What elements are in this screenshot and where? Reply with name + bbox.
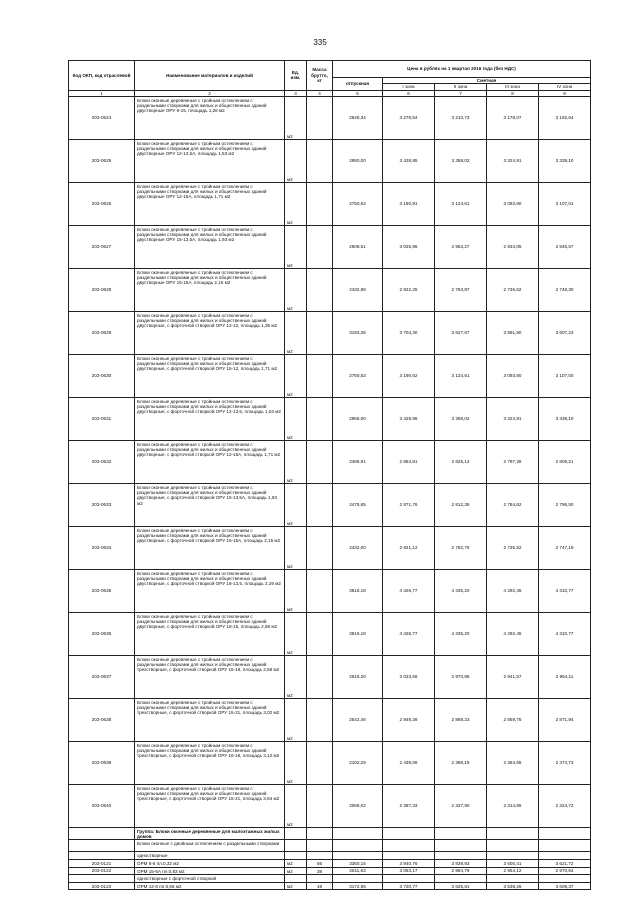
zone4-price: 3 609,37 bbox=[539, 882, 591, 890]
release-price: 2750,53 bbox=[333, 354, 383, 397]
zone2-price: 2 388,19 bbox=[435, 741, 487, 784]
item-code: 203-0122 bbox=[69, 867, 135, 875]
zone2-price: 3 124,61 bbox=[435, 354, 487, 397]
group-row bbox=[69, 827, 591, 840]
group-label: Блоки оконные с двойным остеклением с раздельными створками bbox=[135, 840, 285, 852]
zone4-price: 2 871,94 bbox=[539, 698, 591, 741]
empty-cell bbox=[539, 840, 591, 852]
empty-cell bbox=[383, 840, 435, 852]
zone2-price: 3 627,67 bbox=[435, 311, 487, 354]
empty-cell bbox=[383, 852, 435, 860]
zone4-price: 2 970,64 bbox=[539, 867, 591, 875]
empty-cell bbox=[383, 827, 435, 840]
table-row bbox=[69, 612, 591, 655]
item-name: Блоки оконные деревянные с тройным остеклением с раздельными створками для жилых и общественных зданий двустворные ОРУ 12-15А, площадь 1,71 м2 bbox=[135, 182, 285, 225]
item-unit: м2 bbox=[285, 882, 307, 890]
item-unit: м2 bbox=[285, 741, 307, 784]
item-code: 203-0628 bbox=[69, 268, 135, 311]
column-number: 1 bbox=[69, 90, 135, 96]
group-row bbox=[69, 852, 591, 860]
zone1-price: 3 190,81 bbox=[383, 182, 435, 225]
table-row bbox=[69, 526, 591, 569]
table-row bbox=[69, 741, 591, 784]
zone2-price: 2 763,87 bbox=[435, 268, 487, 311]
item-code: 203-0626 bbox=[69, 182, 135, 225]
table-row bbox=[69, 354, 591, 397]
item-mass bbox=[307, 311, 333, 354]
empty-cell bbox=[333, 875, 383, 883]
release-price: 2950,00 bbox=[333, 139, 383, 182]
zone4-price: 2 946,57 bbox=[539, 225, 591, 268]
column-number: 5 bbox=[333, 90, 383, 96]
item-name: Блоки оконные деревянные с тройным остеклением с раздельными створками для жилых и общественных зданий двустворные ОРУ 15-13,5А, площадь 1,93 м2 bbox=[135, 225, 285, 268]
zone2-price: 3 839,93 bbox=[435, 860, 487, 868]
zone3-price: 4 292,45 bbox=[487, 612, 539, 655]
header-zone-2: II зона bbox=[435, 84, 487, 90]
item-code: 203-0634 bbox=[69, 526, 135, 569]
zone4-price: 4 310,77 bbox=[539, 569, 591, 612]
item-mass bbox=[307, 139, 333, 182]
item-code: 203-0632 bbox=[69, 440, 135, 483]
column-number: 4 bbox=[307, 90, 333, 96]
zone3-price: 3 600,41 bbox=[487, 860, 539, 868]
release-price: 2750,53 bbox=[333, 182, 383, 225]
zone2-price: 4 335,20 bbox=[435, 569, 487, 612]
item-name: ОРМ 15-6А пл.0,83 м2 bbox=[135, 867, 285, 875]
zone3-price: 3 093,80 bbox=[487, 354, 539, 397]
empty-cell bbox=[435, 852, 487, 860]
item-unit: м2 bbox=[285, 860, 307, 868]
release-price: 2432,98 bbox=[333, 268, 383, 311]
item-unit: м2 bbox=[285, 698, 307, 741]
item-name: Блоки оконные деревянные с тройным остеклением с раздельными створками для жилых и общественных зданий двустворные, с форточной створкой ОРУ 15-12, площадь 1,71 м2 bbox=[135, 354, 285, 397]
item-unit: м2 bbox=[285, 225, 307, 268]
empty-cell bbox=[539, 852, 591, 860]
zone2-price: 2 888,23 bbox=[435, 698, 487, 741]
item-code: 203-0630 bbox=[69, 354, 135, 397]
header-unit: Ед. изм. bbox=[285, 61, 307, 91]
zone1-price: 2 438,69 bbox=[383, 741, 435, 784]
zone1-price: 3 940,76 bbox=[383, 860, 435, 868]
empty-cell bbox=[333, 827, 383, 840]
empty-cell bbox=[69, 827, 135, 840]
item-name: Блоки оконные деревянные с тройным остеклением с раздельными створками для жилых и общественных зданий двустворные, с форточной створкой ОРУ 12-12, площадь 1,36 м2 bbox=[135, 311, 285, 354]
group-label: Группа: Блоки оконные деревянные для малоэтажных жилых домов bbox=[135, 827, 285, 840]
empty-cell bbox=[435, 875, 487, 883]
item-code: 203-0123 bbox=[69, 882, 135, 890]
empty-cell bbox=[307, 852, 333, 860]
column-number: 6 bbox=[383, 90, 435, 96]
empty-cell bbox=[333, 840, 383, 852]
zone1-price: 3 063,17 bbox=[383, 867, 435, 875]
zone2-price: 2 825,13 bbox=[435, 440, 487, 483]
empty-cell bbox=[333, 852, 383, 860]
table-row bbox=[69, 569, 591, 612]
empty-cell bbox=[487, 840, 539, 852]
zone1-price: 3 428,85 bbox=[383, 139, 435, 182]
zone1-price: 2 871,76 bbox=[383, 483, 435, 526]
release-price: 3816,18 bbox=[333, 569, 383, 612]
item-name: Блоки оконные деревянные с тройным остеклением с раздельными створками для жилых и общественных зданий двустворные ОРУ 9-15, площадь 1,26 м2 bbox=[135, 96, 285, 139]
zone1-price: 3 278,54 bbox=[383, 96, 435, 139]
page-number: 335 bbox=[313, 38, 327, 47]
item-name: ОРМ 6-6 пл.0,32 м2 bbox=[135, 860, 285, 868]
item-mass bbox=[307, 698, 333, 741]
zone2-price: 3 210,73 bbox=[435, 96, 487, 139]
table-row bbox=[69, 784, 591, 827]
table-row bbox=[69, 860, 591, 868]
item-code: 203-0635 bbox=[69, 569, 135, 612]
header-mass: Масса брутто, кг bbox=[307, 61, 333, 91]
item-name: Блоки оконные деревянные с тройным остеклением с раздельными створками для жилых и общественных зданий двустворные ОРУ 12-13,5А, площадь 1,53 м2 bbox=[135, 139, 285, 182]
item-mass bbox=[307, 784, 333, 827]
column-number: 7 bbox=[435, 90, 487, 96]
item-code: 203-0631 bbox=[69, 397, 135, 440]
empty-cell bbox=[487, 875, 539, 883]
table-row bbox=[69, 882, 591, 890]
item-name: Блоки оконные деревянные с тройным остеклением с раздельными створками для жилых и общественных зданий трехстворные, с форточной створкой ОРУ 15-21, площадь 3,64 м2 bbox=[135, 784, 285, 827]
item-name: Блоки оконные деревянные с тройным остеклением с раздельными створками для жилых и общественных зданий трехстворные, с форточной створкой ОРУ 15-18, площадь 2,58 м2 bbox=[135, 655, 285, 698]
zone2-price: 3 124,61 bbox=[435, 182, 487, 225]
item-code: 203-0640 bbox=[69, 784, 135, 827]
release-price: 2615,20 bbox=[333, 655, 383, 698]
item-unit: м2 bbox=[285, 182, 307, 225]
release-price: 2432,00 bbox=[333, 526, 383, 569]
item-mass bbox=[307, 397, 333, 440]
zone4-price: 2 954,11 bbox=[539, 655, 591, 698]
zone2-price: 2 984,79 bbox=[435, 867, 487, 875]
item-mass bbox=[307, 182, 333, 225]
table-row bbox=[69, 139, 591, 182]
zone4-price: 3 339,10 bbox=[539, 397, 591, 440]
table-row bbox=[69, 867, 591, 875]
zone3-price: 3 538,26 bbox=[487, 882, 539, 890]
table-row bbox=[69, 311, 591, 354]
item-mass bbox=[307, 655, 333, 698]
zone3-price: 3 324,91 bbox=[487, 397, 539, 440]
column-number: 2 bbox=[135, 90, 285, 96]
release-price: 3193,35 bbox=[333, 311, 383, 354]
release-price: 3172,55 bbox=[333, 882, 383, 890]
item-unit: м2 bbox=[285, 268, 307, 311]
release-price: 3360,15 bbox=[333, 860, 383, 868]
zone1-price: 3 190,62 bbox=[383, 354, 435, 397]
item-code: 203-0121 bbox=[69, 860, 135, 868]
release-price: 2475,65 bbox=[333, 483, 383, 526]
item-mass: 48 bbox=[307, 882, 333, 890]
zone1-price: 2 884,81 bbox=[383, 440, 435, 483]
zone1-price: 3 720,77 bbox=[383, 882, 435, 890]
zone3-price: 2 735,52 bbox=[487, 526, 539, 569]
column-number: 8 bbox=[487, 90, 539, 96]
zone1-price: 2 821,12 bbox=[383, 526, 435, 569]
group-row bbox=[69, 875, 591, 883]
release-price: 2628,34 bbox=[333, 96, 383, 139]
zone1-price: 2 822,25 bbox=[383, 268, 435, 311]
item-unit: м2 bbox=[285, 784, 307, 827]
empty-cell bbox=[285, 852, 307, 860]
zone3-price: 2 736,62 bbox=[487, 268, 539, 311]
table-row bbox=[69, 483, 591, 526]
item-name: Блоки оконные деревянные с тройным остеклением с раздельными створками для жилых и общественных зданий двустворные, с форточной створкой ОРУ 18-15, площадь 2,59 м2 bbox=[135, 612, 285, 655]
empty-cell bbox=[435, 827, 487, 840]
item-name: Блоки оконные деревянные с тройным остеклением с раздельными створками для жилых и общественных зданий двустворные, с форточной створкой ОРУ 12-13,5, площадь 1,53 м2 bbox=[135, 397, 285, 440]
header-release: отпускная bbox=[333, 78, 383, 91]
zone4-price: 3 621,72 bbox=[539, 860, 591, 868]
release-price: 2956,00 bbox=[333, 397, 383, 440]
zone2-price: 3 358,02 bbox=[435, 397, 487, 440]
zone3-price: 2 859,75 bbox=[487, 698, 539, 741]
zone4-price: 4 310,77 bbox=[539, 612, 591, 655]
zone4-price: 3 192,64 bbox=[539, 96, 591, 139]
item-name: Блоки оконные деревянные с тройным остеклением с раздельными створками для жилых и общественных зданий двустворные, с форточной створкой ОРУ 18-13,5, площадь 2,29 м2 bbox=[135, 569, 285, 612]
empty-cell bbox=[285, 827, 307, 840]
item-mass: 56 bbox=[307, 860, 333, 868]
header-estimate: Сметная bbox=[383, 78, 591, 84]
item-unit: м2 bbox=[285, 569, 307, 612]
empty-cell bbox=[69, 875, 135, 883]
zone2-price: 2 337,90 bbox=[435, 784, 487, 827]
item-mass bbox=[307, 96, 333, 139]
item-unit: м2 bbox=[285, 483, 307, 526]
empty-cell bbox=[307, 827, 333, 840]
zone3-price: 3 591,90 bbox=[487, 311, 539, 354]
empty-cell bbox=[69, 852, 135, 860]
zone2-price: 3 358,02 bbox=[435, 139, 487, 182]
item-name: Блоки оконные деревянные с тройным остеклением с раздельными створками для жилых и общественных зданий трехстворные, с форточной створкой ОРУ 18-18, площадь 3,12 м2 bbox=[135, 741, 285, 784]
header-name: Наименование материалов и изделий bbox=[135, 61, 285, 91]
header-zone-4: IV зона bbox=[539, 84, 591, 90]
table-row bbox=[69, 655, 591, 698]
empty-cell bbox=[307, 840, 333, 852]
zone1-price: 3 428,96 bbox=[383, 397, 435, 440]
item-unit: м2 bbox=[285, 612, 307, 655]
header-price-title: Цена в рублях на 1 квартал 2016 года (без НДС) bbox=[333, 61, 591, 78]
item-code: 203-0624 bbox=[69, 96, 135, 139]
item-unit: м2 bbox=[285, 867, 307, 875]
item-unit: м2 bbox=[285, 655, 307, 698]
zone4-price: 3 339,10 bbox=[539, 139, 591, 182]
header-zone-1: I зона bbox=[383, 84, 435, 90]
item-mass bbox=[307, 483, 333, 526]
table-row bbox=[69, 225, 591, 268]
header-zone-3: III зона bbox=[487, 84, 539, 90]
release-price: 3816,18 bbox=[333, 612, 383, 655]
release-price: 2058,02 bbox=[333, 784, 383, 827]
empty-cell bbox=[69, 840, 135, 852]
zone3-price: 3 178,07 bbox=[487, 96, 539, 139]
release-price: 2102,29 bbox=[333, 741, 383, 784]
item-unit: м2 bbox=[285, 96, 307, 139]
zone1-price: 3 704,30 bbox=[383, 311, 435, 354]
zone3-price: 2 797,28 bbox=[487, 440, 539, 483]
empty-cell bbox=[383, 875, 435, 883]
empty-cell bbox=[435, 840, 487, 852]
group-label: одностворные с форточной створкой bbox=[135, 875, 285, 883]
zone2-price: 2 963,27 bbox=[435, 225, 487, 268]
item-code: 203-0636 bbox=[69, 612, 135, 655]
zone4-price: 2 374,73 bbox=[539, 741, 591, 784]
zone3-price: 2 954,12 bbox=[487, 867, 539, 875]
price-table bbox=[68, 60, 591, 890]
item-mass bbox=[307, 741, 333, 784]
item-mass bbox=[307, 225, 333, 268]
item-mass bbox=[307, 268, 333, 311]
item-code: 203-0638 bbox=[69, 698, 135, 741]
zone3-price: 3 324,91 bbox=[487, 139, 539, 182]
zone2-price: 2 812,35 bbox=[435, 483, 487, 526]
table-row bbox=[69, 397, 591, 440]
header-code: Код ОКП, код отраслевой bbox=[69, 61, 135, 91]
release-price: 2611,63 bbox=[333, 867, 383, 875]
zone1-price: 3 025,96 bbox=[383, 225, 435, 268]
zone3-price: 4 292,45 bbox=[487, 569, 539, 612]
item-code: 203-0627 bbox=[69, 225, 135, 268]
table-row bbox=[69, 182, 591, 225]
zone4-price: 3 107,00 bbox=[539, 354, 591, 397]
zone2-price: 4 335,20 bbox=[435, 612, 487, 655]
empty-cell bbox=[539, 827, 591, 840]
zone4-price: 2 796,50 bbox=[539, 483, 591, 526]
zone2-price: 3 625,81 bbox=[435, 882, 487, 890]
item-mass bbox=[307, 526, 333, 569]
empty-cell bbox=[539, 875, 591, 883]
zone4-price: 3 607,23 bbox=[539, 311, 591, 354]
release-price: 2542,46 bbox=[333, 698, 383, 741]
zone2-price: 2 762,76 bbox=[435, 526, 487, 569]
table-row bbox=[69, 268, 591, 311]
item-unit: м2 bbox=[285, 440, 307, 483]
empty-cell bbox=[285, 875, 307, 883]
empty-cell bbox=[487, 827, 539, 840]
item-code: 203-0637 bbox=[69, 655, 135, 698]
zone3-price: 2 364,65 bbox=[487, 741, 539, 784]
release-price: 2608,51 bbox=[333, 225, 383, 268]
zone1-price: 4 426,77 bbox=[383, 569, 435, 612]
zone2-price: 2 970,86 bbox=[435, 655, 487, 698]
item-code: 203-0625 bbox=[69, 139, 135, 182]
item-unit: м2 bbox=[285, 354, 307, 397]
zone1-price: 2 949,28 bbox=[383, 698, 435, 741]
zone4-price: 2 748,30 bbox=[539, 268, 591, 311]
zone3-price: 3 093,80 bbox=[487, 182, 539, 225]
empty-cell bbox=[285, 840, 307, 852]
item-mass bbox=[307, 612, 333, 655]
item-code: 203-0633 bbox=[69, 483, 135, 526]
zone4-price: 2 809,21 bbox=[539, 440, 591, 483]
item-name: Блоки оконные деревянные с тройным остеклением с раздельными створками для жилых и общественных зданий двустворные, с форточной створкой ОРУ 12-15А, площадь 1,71 м2 bbox=[135, 440, 285, 483]
group-label: одностворные bbox=[135, 852, 285, 860]
item-mass bbox=[307, 569, 333, 612]
zone3-price: 2 934,05 bbox=[487, 225, 539, 268]
zone4-price: 2 324,72 bbox=[539, 784, 591, 827]
column-number: 3 bbox=[285, 90, 307, 96]
item-unit: м2 bbox=[285, 311, 307, 354]
empty-cell bbox=[487, 852, 539, 860]
table-row bbox=[69, 440, 591, 483]
zone3-price: 2 314,86 bbox=[487, 784, 539, 827]
group-row bbox=[69, 840, 591, 852]
zone1-price: 2 387,33 bbox=[383, 784, 435, 827]
item-code: 203-0639 bbox=[69, 741, 135, 784]
column-number: 9 bbox=[539, 90, 591, 96]
empty-cell bbox=[307, 875, 333, 883]
item-mass bbox=[307, 440, 333, 483]
item-name: ОРМ 12-6 пл.0,66 м2 bbox=[135, 882, 285, 890]
zone1-price: 3 033,66 bbox=[383, 655, 435, 698]
table-row bbox=[69, 698, 591, 741]
item-name: Блоки оконные деревянные с тройным остеклением с раздельными створками для жилых и общественных зданий двустворные ОРУ 15-15А, площадь 2,15 м2 bbox=[135, 268, 285, 311]
item-unit: м2 bbox=[285, 139, 307, 182]
item-name: Блоки оконные деревянные с тройным остеклением с раздельными створками для жилых и общественных зданий трехстворные, с форточной створкой ОРУ 15-21, площадь 3,02 м2 bbox=[135, 698, 285, 741]
item-mass bbox=[307, 354, 333, 397]
zone4-price: 2 747,19 bbox=[539, 526, 591, 569]
item-name: Блоки оконные деревянные с тройным остеклением с раздельными створками для жилых и общественных зданий двустворные, с форточной створкой ОРУ 15-13,5А, площадь 1,93 м2 bbox=[135, 483, 285, 526]
item-unit: м2 bbox=[285, 526, 307, 569]
zone4-price: 3 107,01 bbox=[539, 182, 591, 225]
table-row bbox=[69, 96, 591, 139]
item-name: Блоки оконные деревянные с тройным остеклением с раздельными створками для жилых и общественных зданий двустворные, с форточной створкой ОРУ 15-15А, площадь 2,15 м2 bbox=[135, 526, 285, 569]
zone3-price: 2 941,57 bbox=[487, 655, 539, 698]
item-mass: 38 bbox=[307, 867, 333, 875]
zone3-price: 2 784,62 bbox=[487, 483, 539, 526]
release-price: 2486,91 bbox=[333, 440, 383, 483]
item-code: 203-0629 bbox=[69, 311, 135, 354]
zone1-price: 4 426,77 bbox=[383, 612, 435, 655]
item-unit: м2 bbox=[285, 397, 307, 440]
